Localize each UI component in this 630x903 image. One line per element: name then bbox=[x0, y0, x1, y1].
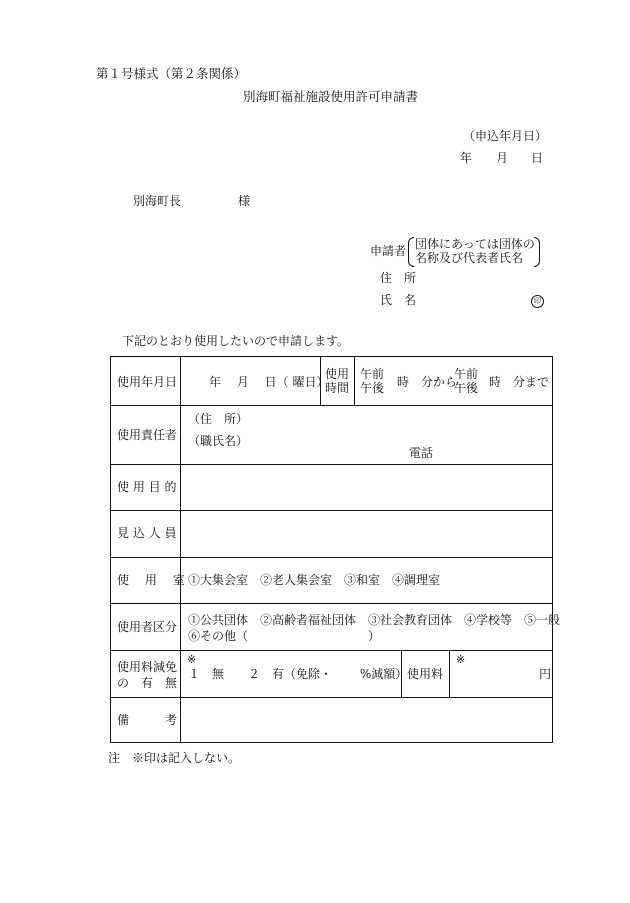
date-month-label: 月 bbox=[496, 151, 509, 165]
usage-purpose-label: 使 用 目 的 bbox=[117, 480, 177, 494]
fee-exemption-label-line2: の 有 無 bbox=[117, 676, 178, 690]
fee-office-use-mark: ※ bbox=[456, 653, 466, 666]
exemption-options: １ 無 ２ 有（免除・ %減額） bbox=[188, 667, 408, 681]
user-category-line2: ⑥その他（ ） bbox=[188, 629, 381, 643]
start-pm-label: 午後 bbox=[360, 381, 385, 395]
room-label: 使 用 室 bbox=[117, 573, 185, 587]
row-divider bbox=[111, 603, 552, 604]
room-options: ①大集会室 ②老人集会室 ③和室 ④調理室 bbox=[188, 573, 441, 587]
usage-date-fields: 年 月 日（ 曜日） bbox=[209, 375, 329, 389]
end-am-label: 午前 bbox=[454, 367, 479, 381]
user-category-line1: ①公共団体 ②高齢者福祉団体 ③社会教育団体 ④学校等 ⑤一般 bbox=[188, 613, 561, 627]
time-label-divider-right bbox=[354, 357, 355, 405]
date-year-label: 年 bbox=[460, 151, 473, 165]
intro-text: 下記のとおり使用したいので申請します。 bbox=[122, 334, 350, 348]
date-day-label: 日 bbox=[531, 151, 544, 165]
remarks-label: 備 考 bbox=[117, 713, 178, 727]
applicant-name-label: 氏 名 bbox=[380, 293, 417, 307]
footnote: 注 ※印は記入しない。 bbox=[108, 751, 241, 765]
application-table bbox=[110, 356, 561, 743]
seal-icon: 印 bbox=[531, 295, 544, 308]
time-label-line2: 時間 bbox=[325, 381, 350, 395]
usage-date-label: 使用年月日 bbox=[117, 375, 178, 389]
expected-attendees-label: 見 込 人 員 bbox=[117, 526, 177, 540]
bracket-right-icon bbox=[534, 237, 540, 267]
office-use-mark: ※ bbox=[187, 653, 197, 666]
row-divider bbox=[111, 510, 552, 511]
label-column-divider bbox=[180, 357, 181, 743]
responsible-title-label: （職氏名） bbox=[188, 434, 249, 448]
fee-exemption-label-line1: 使用料減免 bbox=[117, 660, 178, 674]
phone-label: 電話 bbox=[409, 446, 434, 460]
row-divider bbox=[111, 464, 552, 465]
end-time-fields: 時 分まで bbox=[489, 375, 550, 389]
form-number: 第１号様式（第２条関係） bbox=[96, 66, 247, 81]
applicant-address-label: 住 所 bbox=[380, 271, 417, 285]
bracket-left-icon bbox=[408, 237, 414, 267]
start-time-fields: 時 分から bbox=[397, 375, 458, 389]
applicant-label: 申請者 bbox=[370, 244, 407, 258]
time-label bbox=[325, 367, 349, 395]
row-divider bbox=[111, 697, 552, 698]
user-category-options bbox=[188, 612, 560, 644]
applicant-note-line2: 名称及び代表者氏名 bbox=[415, 251, 524, 265]
addressee-honorific: 様 bbox=[238, 194, 251, 208]
user-category-label: 使用者区分 bbox=[117, 620, 178, 634]
applicant-note bbox=[415, 237, 533, 265]
responsible-address-label: （住 所） bbox=[188, 412, 249, 426]
end-am-pm bbox=[454, 367, 478, 395]
fee-exemption-label bbox=[117, 659, 177, 691]
form-title: 別海町福祉施設使用許可申請書 bbox=[243, 89, 419, 104]
addressee-name: 別海町長 bbox=[133, 194, 182, 208]
start-am-label: 午前 bbox=[360, 367, 385, 381]
row-divider bbox=[111, 405, 552, 406]
fee-unit: 円 bbox=[539, 667, 552, 681]
usage-fee-label: 使用料 bbox=[407, 667, 444, 681]
end-pm-label: 午後 bbox=[454, 381, 479, 395]
seal-mark bbox=[531, 293, 544, 308]
responsible-person-label: 使用責任者 bbox=[117, 428, 178, 442]
fee-label-divider-right bbox=[449, 650, 450, 697]
time-label-line1: 使用 bbox=[325, 367, 350, 381]
applicant-note-line1: 団体にあっては団体の bbox=[415, 237, 535, 251]
start-am-pm bbox=[360, 367, 384, 395]
application-date-label: （申込年月日） bbox=[463, 129, 548, 143]
row-divider bbox=[111, 557, 552, 558]
row-divider bbox=[111, 650, 552, 651]
